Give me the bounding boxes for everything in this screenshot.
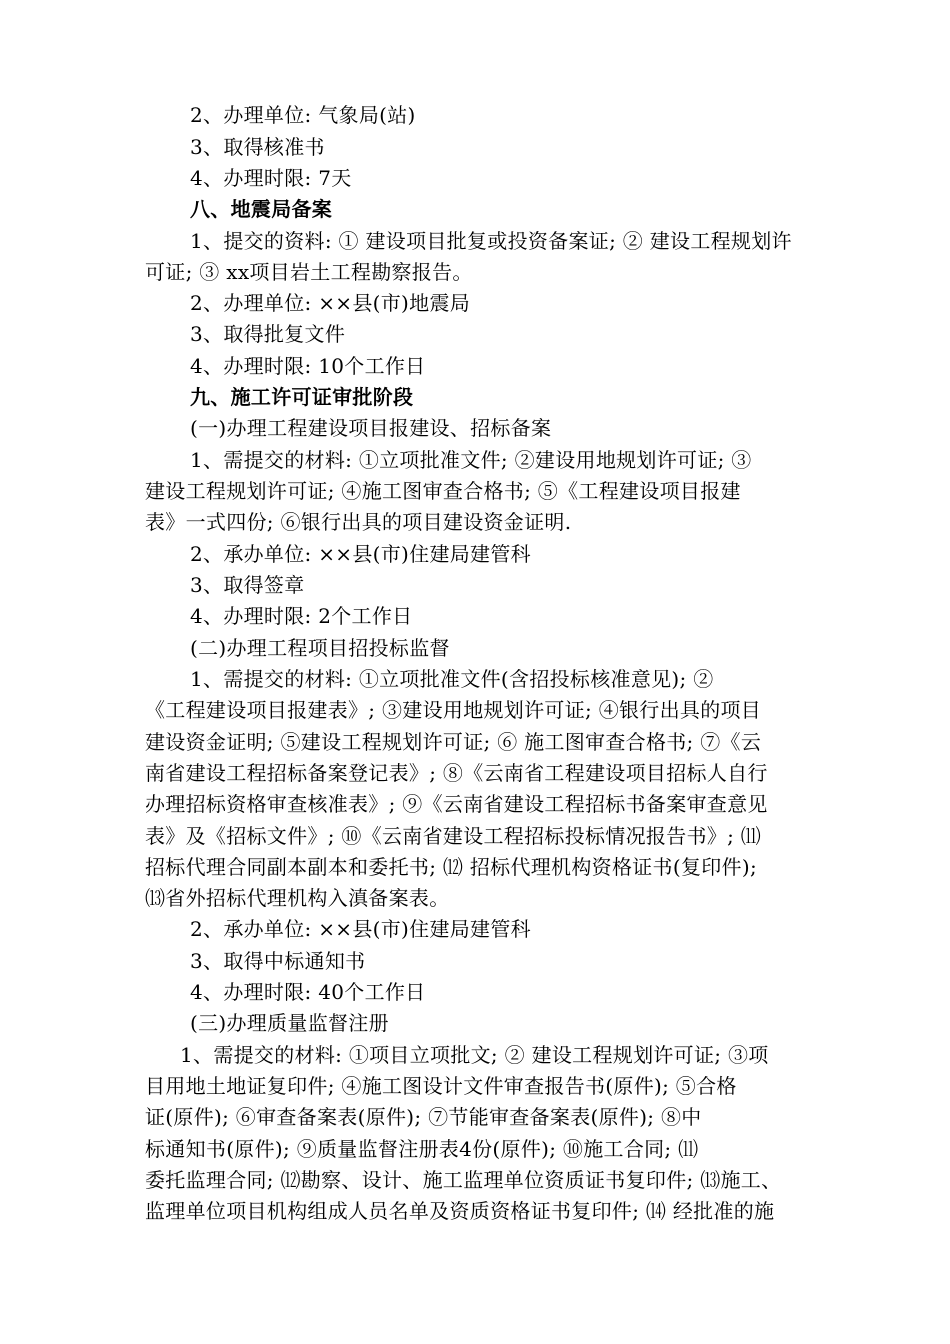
text-line: ⒀省外招标代理机构入滇备案表。 (145, 886, 450, 910)
text-line: 4、办理时限: 7天 (190, 166, 352, 190)
subsection-heading: (二)办理工程项目招投标监督 (190, 636, 450, 660)
text-line: 南省建设工程招标备案登记表》; ⑧《云南省工程建设项目招标人自行 (145, 761, 768, 785)
text-line: 3、取得中标通知书 (190, 949, 366, 973)
text-line: 标通知书(原件); ⑨质量监督注册表4份(原件); ⑩施工合同; ⑾ (145, 1137, 699, 1161)
text-line: 3、取得核准书 (190, 135, 325, 159)
text-line: 可证; ③ xx项目岩土工程勘察报告。 (145, 260, 473, 284)
text-line: 3、取得批复文件 (190, 322, 346, 346)
text-line: 委托监理合同; ⑿勘察、设计、施工监理单位资质证书复印件; ⒀施工、 (145, 1168, 782, 1192)
text-line: 4、办理时限: 10个工作日 (190, 354, 426, 378)
text-line: 4、办理时限: 2个工作日 (190, 604, 413, 628)
subsection-heading: (三)办理质量监督注册 (190, 1011, 389, 1035)
text-line: 1、需提交的材料: ①项目立项批文; ② 建设工程规划许可证; ③项 (180, 1043, 769, 1067)
text-line: 2、办理单位: 气象局(站) (190, 103, 416, 127)
text-line: 《工程建设项目报建表》; ③建设用地规划许可证; ④银行出具的项目 (145, 698, 762, 722)
text-line: 监理单位项目机构组成人员名单及资质资格证书复印件; ⒁ 经批准的施 (145, 1199, 775, 1223)
text-line: 2、办理单位: ××县(市)地震局 (190, 291, 471, 315)
section-heading: 八、地震局备案 (190, 197, 333, 221)
text-line: 1、提交的资料: ① 建设项目批复或投资备案证; ② 建设工程规划许 (190, 229, 792, 253)
text-line: 2、承办单位: ××县(市)住建局建管科 (190, 542, 531, 566)
text-line: 4、办理时限: 40个工作日 (190, 980, 426, 1004)
text-line: 办理招标资格审查核准表》; ⑨《云南省建设工程招标书备案审查意见 (145, 792, 768, 816)
section-heading: 九、施工许可证审批阶段 (190, 385, 414, 409)
subsection-heading: (一)办理工程建设项目报建设、招标备案 (190, 416, 552, 440)
text-line: 招标代理合同副本副本和委托书; ⑿ 招标代理机构资格证书(复印件); (145, 855, 757, 879)
text-line: 表》及《招标文件》; ⑩《云南省建设工程招标投标情况报告书》; ⑾ (145, 824, 762, 848)
text-line: 建设工程规划许可证; ④施工图审查合格书; ⑤《工程建设项目报建 (145, 479, 741, 503)
text-line: 建设资金证明; ⑤建设工程规划许可证; ⑥ 施工图审查合格书; ⑦《云 (145, 730, 762, 754)
text-line: 目用地土地证复印件; ④施工图设计文件审查报告书(原件); ⑤合格 (145, 1074, 737, 1098)
text-line: 1、需提交的材料: ①立项批准文件(含招投标核准意见); ② (190, 667, 714, 691)
text-line: 3、取得签章 (190, 573, 305, 597)
text-line: 1、需提交的材料: ①立项批准文件; ②建设用地规划许可证; ③ (190, 448, 752, 472)
text-line: 证(原件); ⑥审查备案表(原件); ⑦节能审查备案表(原件); ⑧中 (145, 1105, 702, 1129)
text-line: 表》一式四份; ⑥银行出具的项目建设资金证明. (145, 510, 572, 534)
text-line: 2、承办单位: ××县(市)住建局建管科 (190, 917, 531, 941)
